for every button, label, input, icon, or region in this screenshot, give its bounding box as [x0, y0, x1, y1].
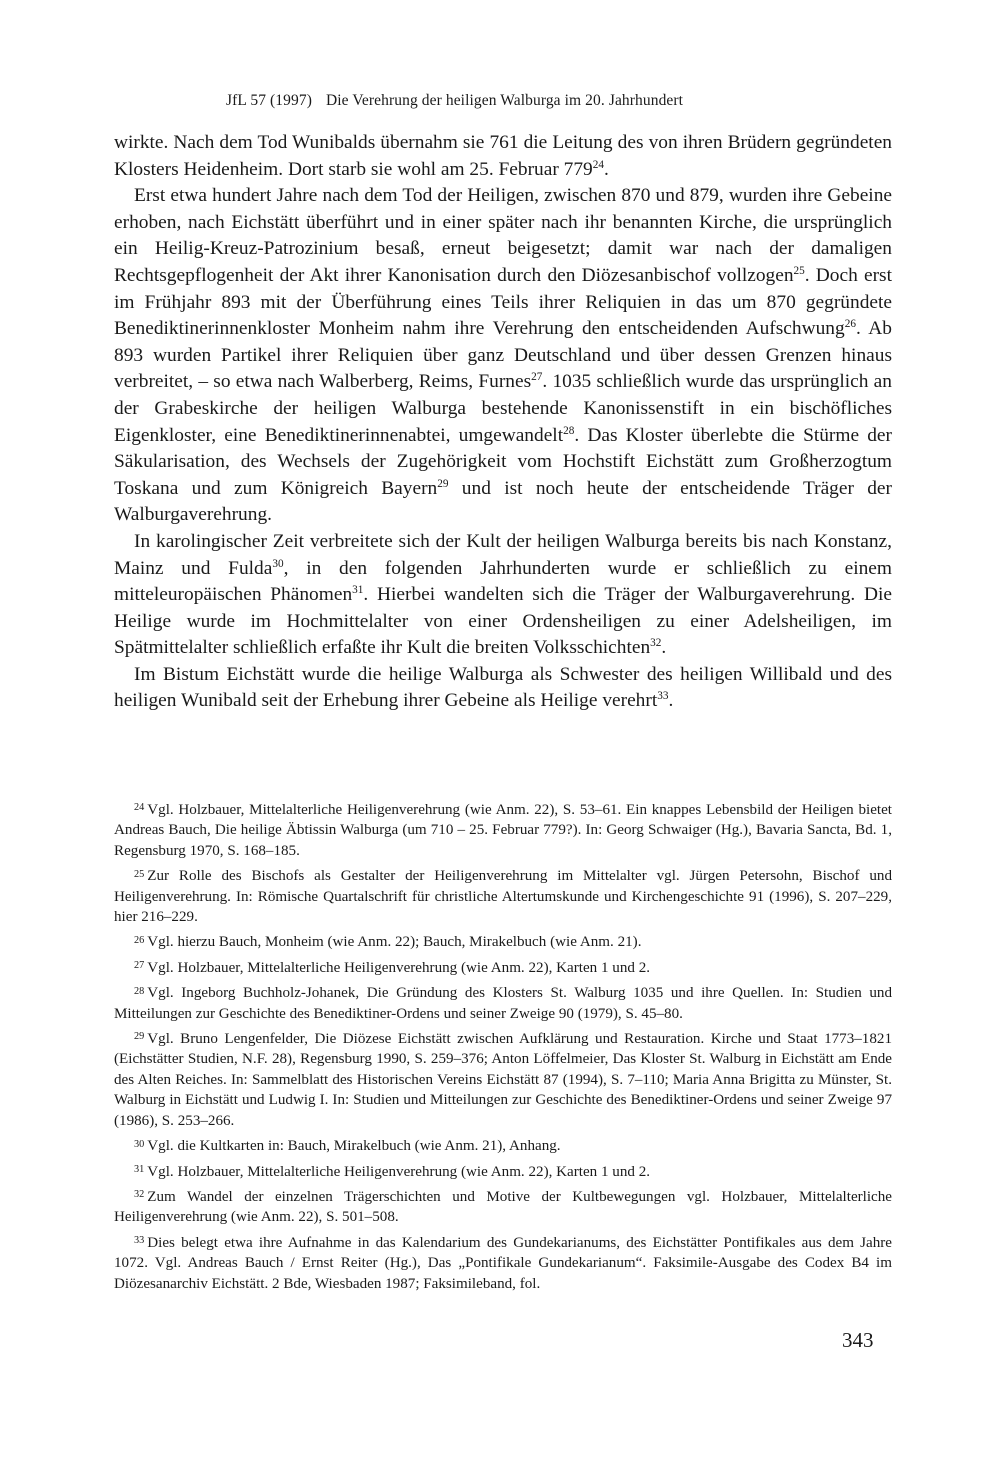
footnote-ref[interactable]: 32 — [650, 637, 662, 650]
footnote-number: 33 — [134, 1235, 145, 1247]
footnote-text: Vgl. die Kultkarten in: Bauch, Mirakelbuch (wie Anm. 21), Anhang. — [147, 1138, 561, 1155]
footnote-number: 28 — [134, 985, 145, 997]
text-run: Im Bistum Eichstätt wurde die heilige Walburga als Schwester des heiligen Willibald und des heiligen Wunibald seit der Erhebung ihrer Gebeine als Heilige verehrt — [114, 663, 892, 712]
text-run: . Hierbei wandelten sich die Träger der Walburgaverehrung. Die Heilige wurde im Hochmittelalter von einer Ordensheiligen zu einer Adelsheiligen, im Spätmittelalter schließlich erfaßte ihr Kult die breiten Volksschichten — [114, 584, 892, 659]
text-run: wirkte. Nach dem Tod Wunibalds übernahm sie 761 die Leitung des von ihren Brüdern gegründeten Klosters Heidenheim. Dort starb sie wohl am 25. Februar 779 — [114, 132, 892, 180]
paragraph-1 — [114, 130, 892, 183]
footnote-ref[interactable]: 30 — [272, 557, 284, 570]
footnote — [114, 1136, 892, 1156]
footnote-ref[interactable]: 26 — [844, 318, 856, 331]
footnote — [114, 983, 892, 1024]
text-run: . 1035 schließlich wurde das ursprünglich an der Grabeskirche der heiligen Walburga bestehende Kanonissenstift in ein bischöfliches Eigenkloster, eine Benediktinerinnenabtei, umgewandelt — [114, 371, 892, 446]
footnote-number: 32 — [134, 1189, 145, 1201]
footnote-ref[interactable]: 33 — [657, 690, 669, 703]
paragraph-4 — [114, 662, 892, 715]
footnote-ref[interactable]: 28 — [563, 424, 575, 437]
text-run: . — [604, 158, 609, 180]
paragraph-2 — [114, 183, 892, 529]
footnote-text: Vgl. Holzbauer, Mittelalterliche Heiligenverehrung (wie Anm. 22), S. 53–61. Ein knappes Lebensbild der Heiligen bietet Andreas Bauch, Die heilige Äbtissin Walburga (um 710 – 25. Februar 779?). In: Georg Schwaiger (Hg.), Bavaria Sancta, Bd. 1, Regensburg 1970, S. 168–185. — [114, 802, 892, 859]
footnote-ref[interactable]: 31 — [352, 584, 364, 597]
footnote-number: 29 — [134, 1031, 145, 1043]
footnote — [114, 932, 892, 952]
footnote — [114, 1233, 892, 1294]
footnote-number: 31 — [134, 1163, 145, 1175]
footnote-number: 24 — [134, 802, 145, 814]
text-run: und ist noch heute der entscheidende Träger der Walburgaverehrung. — [114, 477, 892, 526]
footnotes-section — [114, 800, 892, 1299]
paragraph-3 — [114, 529, 892, 662]
footnote-text: Vgl. hierzu Bauch, Monheim (wie Anm. 22); Bauch, Mirakelbuch (wie Anm. 21). — [147, 934, 642, 951]
text-run: . — [668, 690, 674, 712]
text-run: . Das Kloster überlebte die Stürme der Säkularisation, des Wechsels der Zugehörigkeit vom Hochstift Eichstätt zum Großherzogtum Toskana und zum Königreich Bayern — [114, 424, 893, 499]
footnote-text: Vgl. Holzbauer, Mittelalterliche Heiligenverehrung (wie Anm. 22), Karten 1 und 2. — [147, 1163, 651, 1180]
footnote — [114, 800, 892, 861]
footnote-number: 25 — [134, 868, 145, 880]
journal-citation: JfL 57 (1997) — [226, 92, 312, 109]
body-text — [114, 130, 892, 715]
footnote — [114, 866, 892, 927]
text-run: . Ab 893 wurden Partikel ihrer Reliquien über ganz Deutschland und über dessen Grenzen hinaus verbreitet, – so etwa nach Walberberg, Reims, Furnes — [114, 318, 892, 393]
footnote-number: 27 — [134, 960, 145, 972]
text-run: , in den folgenden Jahrhunderten wurde er schließlich zu einem mitteleuropäischen Phänomen — [114, 557, 892, 606]
footnote-ref[interactable]: 29 — [437, 477, 449, 490]
text-run: . Doch erst im Frühjahr 893 mit der Überführung eines Teils ihrer Reliquien in das um 870 gegründete Benediktinerinnenkloster Monheim nahm ihre Verehrung den entscheidenden Aufschwung — [114, 264, 892, 340]
footnote-text: Vgl. Bruno Lengenfelder, Die Diözese Eichstätt zwischen Aufklärung und Restauration. Kirche und Staat 1773–1821 (Eichstätter Studien, N.F. 28), Regensburg 1990, S. 259–376; Anton Löffelmeier, Das Kloster St. Walburg in Eichstätt am Ende des Alten Reiches. In: Sammelblatt des Historischen Vereins Eichstätt 87 (1994), S. 7–110; Maria Anna Brigitta zu Münster, St. Walburg in Eichstätt und Ludwig I. In: Studien und Mitteilungen zur Geschichte des Benediktiner-Ordens und seiner Zweige 97 (1986), S. 253–266. — [114, 1031, 892, 1129]
running-title: Die Verehrung der heiligen Walburga im 20. Jahrhundert — [325, 92, 684, 109]
footnote-text: Dies belegt etwa ihre Aufnahme in das Kalendarium des Gundekarianums, des Eichstätter Pontifikales aus dem Jahre 1072. Vgl. Andreas Bauch / Ernst Reiter (Hg.), Das „Pontifikale Gundekarianum“. Faksimile-Ausgabe des Codex B4 im Diözesanarchiv Eichstätt. 2 Bde, Wiesbaden 1987; Faksimileband, fol. — [114, 1234, 892, 1292]
running-head — [226, 92, 683, 110]
footnote-number: 30 — [134, 1138, 145, 1150]
footnote-text: Zur Rolle des Bischofs als Gestalter der Heiligenverehrung im Mittelalter vgl. Jürgen Petersohn, Bischof und Heiligenverehrung. In: Römische Quartalschrift für christliche Altertumskunde und Kirchengeschichte 91 (1996), S. 207–229, hier 216–229. — [114, 868, 892, 926]
footnote — [114, 1187, 892, 1228]
footnote — [114, 1162, 892, 1182]
text-run: In karolingischer Zeit verbreitete sich der Kult der heiligen Walburga bereits bis nach Konstanz, Mainz und Fulda — [114, 530, 892, 579]
footnote — [114, 958, 892, 978]
footnote — [114, 1029, 892, 1131]
footnote-ref[interactable]: 24 — [592, 158, 604, 171]
page-number: 343 — [842, 1328, 874, 1352]
footnote-ref[interactable]: 25 — [793, 265, 805, 277]
footnote-text: Zum Wandel der einzelnen Trägerschichten und Motive der Kultbewegungen vgl. Holzbauer, Mittelalterliche Heiligenverehrung (wie Anm. 22), S. 501–508. — [114, 1188, 892, 1226]
text-run: . — [661, 637, 667, 659]
footnote-ref[interactable]: 27 — [531, 371, 543, 384]
footnote-text: Vgl. Ingeborg Buchholz-Johanek, Die Gründung des Klosters St. Walburg 1035 und ihre Quellen. In: Studien und Mitteilungen zur Geschichte des Benediktiner-Ordens und seiner Zweige 90 (1979), S. 45–80. — [114, 985, 892, 1022]
footnote-number: 26 — [134, 934, 145, 946]
footnote-text: Vgl. Holzbauer, Mittelalterliche Heiligenverehrung (wie Anm. 22), Karten 1 und 2. — [147, 959, 651, 976]
text-run: Erst etwa hundert Jahre nach dem Tod der Heiligen, zwischen 870 und 879, wurden ihre Gebeine erhoben, nach Eichstätt überführt und in einer später nach ihr benannten Kirche, die ursprünglich ein Heilig-Kreuz-Patrozinium besaß, erneut beigesetzt; damit war nach der damaligen Rechtsgepflogenheit der Akt ihrer Kanonisation durch den Diözesanbischof vollzogen — [114, 185, 892, 286]
